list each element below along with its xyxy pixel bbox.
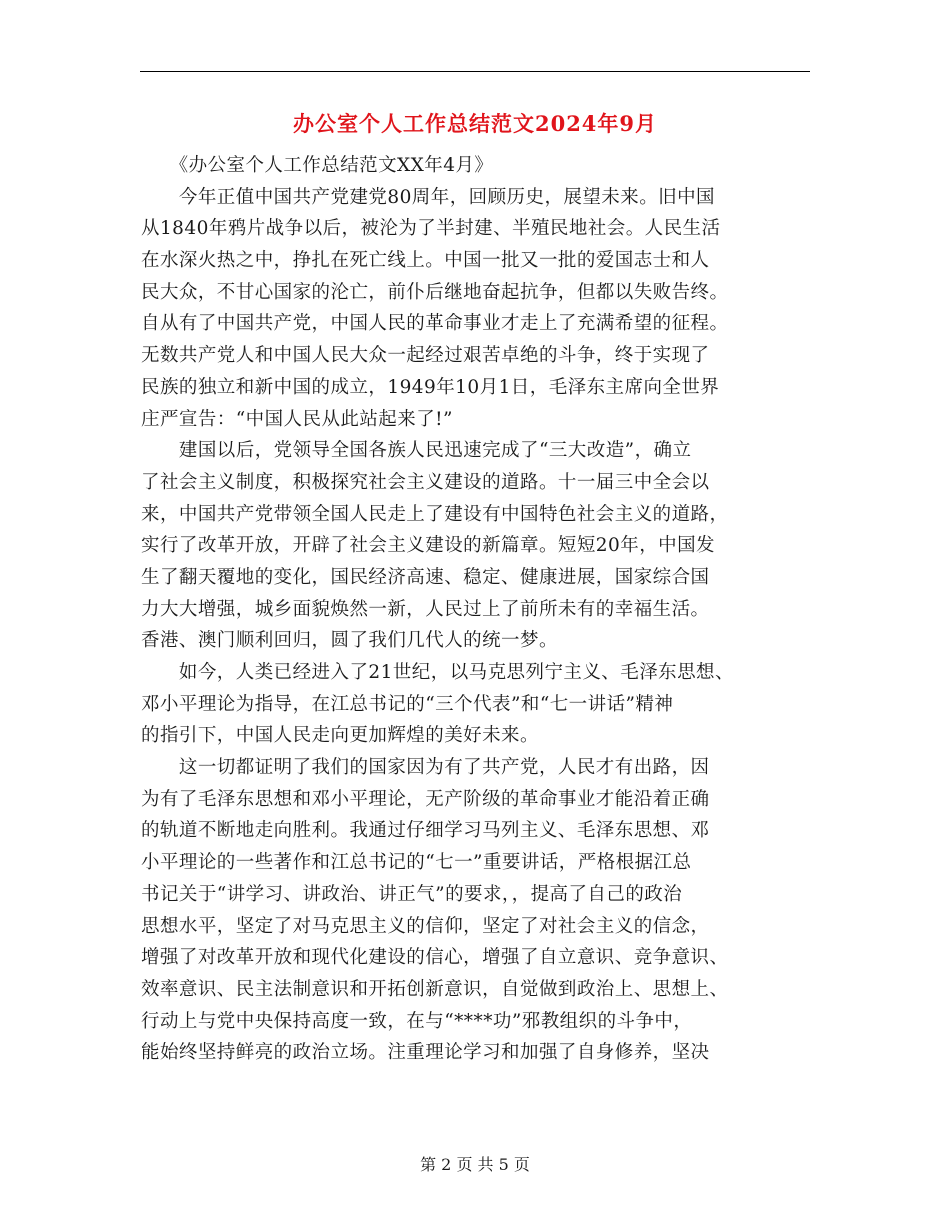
body-line: 在水深火热之中，挣扎在死亡线上。中国一批又一批的爱国志士和人 <box>141 250 710 272</box>
body-line: 书记关于“讲学习、讲政治、讲正气”的要求，，提高了自己的政治 <box>141 883 683 905</box>
body-line: 能始终坚持鲜亮的政治立场。注重理论学习和加强了自身修养，坚决 <box>141 1042 710 1064</box>
body-line: 生了翻天覆地的变化，国民经济高速、稳定、健康进展，国家综合国 <box>141 566 710 588</box>
body-line: 行动上与党中央保持高度一致，在与“****功”邪教组织的斗争中， <box>141 1010 693 1032</box>
body-line: 增强了对改革开放和现代化建设的信心，增强了自立意识、竞争意识、 <box>141 947 729 969</box>
body-line: 的指引下，中国人民走向更加辉煌的美好未来。 <box>141 725 539 747</box>
body-line: 无数共产党人和中国人民大众一起经过艰苦卓绝的斗争，终于实现了 <box>141 345 710 367</box>
body-line: 从1840年鸦片战争以后，被沦为了半封建、半殖民地社会。人民生活 <box>141 218 721 240</box>
body-line: 小平理论的一些著作和江总书记的“七一”重要讲话，严格根据江总 <box>141 852 692 874</box>
page-number: 第 2 页 共 5 页 <box>420 1155 530 1174</box>
body-line: 庄严宣告：“中国人民从此站起来了!” <box>141 408 453 430</box>
body-line: 香港、澳门顺利回归，圆了我们几代人的统一梦。 <box>141 630 558 652</box>
body-line: 来，中国共产党带领全国人民走上了建设有中国特色社会主义的道路， <box>141 503 729 525</box>
body-line: 邓小平理论为指导，在江总书记的“三个代表”和“七一讲话”精神 <box>141 693 674 715</box>
document-body <box>141 150 813 1069</box>
body-line: 自从有了中国共产党，中国人民的革命事业才走上了充满希望的征程。 <box>141 313 729 335</box>
body-line: 实行了改革开放，开辟了社会主义建设的新篇章。短短20年，中国发 <box>141 535 715 557</box>
body-line: 民族的独立和新中国的成立，1949年10月1日，毛泽东主席向全世界 <box>141 376 720 398</box>
body-line: 的轨道不断地走向胜利。我通过仔细学习马列主义、毛泽东思想、邓 <box>141 820 710 842</box>
body-line: 为有了毛泽东思想和邓小平理论，无产阶级的革命事业才能沿着正确 <box>141 788 710 810</box>
body-line: 民大众，不甘心国家的沦亡，前仆后继地奋起抗争，但都以失败告终。 <box>141 281 729 303</box>
body-line: 效率意识、民主法制意识和开拓创新意识，自觉做到政治上、思想上、 <box>141 978 729 1000</box>
body-line: 思想水平，坚定了对马克思主义的信仰，坚定了对社会主义的信念， <box>141 915 710 937</box>
document-title: 办公室个人工作总结范文2024年9月 <box>292 111 658 136</box>
body-line: 这一切都证明了我们的国家因为有了共产党，人民才有出路，因 <box>141 757 710 779</box>
body-line: 如今，人类已经进入了21世纪，以马克思列宁主义、毛泽东思想、 <box>141 662 734 683</box>
body-line: 了社会主义制度，积极探究社会主义建设的道路。十一届三中全会以 <box>141 471 710 493</box>
body-line: 今年正值中国共产党建党80周年，回顾历史，展望未来。旧中国 <box>141 186 715 208</box>
body-line: 力大大增强，城乡面貌焕然一新，人民过上了前所未有的幸福生活。 <box>141 598 710 620</box>
body-line: 《办公室个人工作总结范文XX年4月》 <box>141 155 494 176</box>
header-rule <box>140 71 810 72</box>
body-line: 建国以后，党领导全国各族人民迅速完成了“三大改造”，确立 <box>141 440 692 462</box>
